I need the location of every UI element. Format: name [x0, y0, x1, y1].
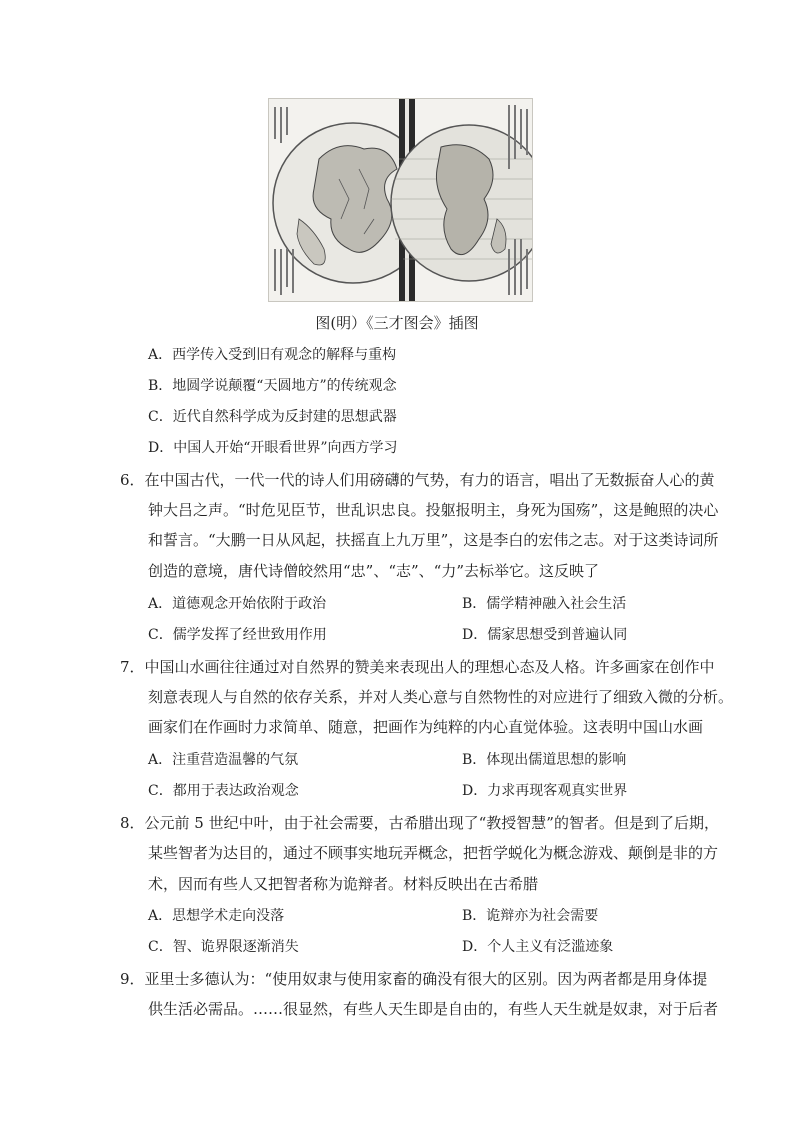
q8-stem-line: 术，因而有些人又把智者称为诡辩者。材料反映出在古希腊: [148, 875, 539, 893]
q8-option-d: D．个人主义有泛滥迹象: [462, 939, 614, 955]
q6-stem-line: 和誓言。“大鹏一日从风起，扶摇直上九万里”，这是李白的宏伟之志。对于这类诗词所: [148, 531, 719, 549]
q6-option-a: A．道德观念开始依附于政治: [148, 596, 327, 612]
figure-caption: 图(明）《三才图会》插图: [315, 314, 479, 332]
q8-stem-line: 某些智者为达目的，通过不顾事实地玩弄概念，把哲学蜕化为概念游戏、颠倒是非的方: [148, 844, 719, 862]
q8-stem-line: 8．公元前 5 世纪中叶，由于社会需要，古希腊出现了“教授智慧”的智者。但是到了后期，: [120, 814, 719, 832]
q7-option-d: D．力求再现客观真实世界: [462, 783, 628, 799]
q8-option-b: B．诡辩亦为社会需要: [462, 908, 599, 924]
q7-stem-line: 7．中国山水画往往通过对自然界的赞美来表现出人的理想心态及人格。许多画家在创作中: [120, 658, 715, 676]
q7-option-a: A．注重营造温馨的气氛: [148, 752, 299, 768]
q8-option-c: C．智、诡界限逐渐消失: [148, 939, 299, 955]
q5-option-b: B．地圆学说颠覆“天圆地方”的传统观念: [148, 378, 397, 394]
q5-option-c: C．近代自然科学成为反封建的思想武器: [148, 409, 397, 425]
q6-stem-line: 创造的意境，唐代诗僧皎然用“忠”、“志”、“力”去标举它。这反映了: [148, 562, 600, 580]
q6-option-c: C．儒学发挥了经世致用作用: [148, 627, 327, 643]
q6-stem-line: 钟大吕之声。“时危见臣节，世乱识忠良。投躯报明主，身死为国殇”，这是鲍照的决心: [148, 501, 719, 519]
q6-option-b: B．儒学精神融入社会生活: [462, 596, 627, 612]
q5-option-a: A．西学传入受到旧有观念的解释与重构: [148, 347, 397, 363]
q6-option-d: D．儒家思想受到普遍认同: [462, 627, 628, 643]
q8-option-a: A．思想学术走向没落: [148, 908, 285, 924]
world-map-illustration: [268, 98, 533, 302]
q7-option-c: C．都用于表达政治观念: [148, 783, 299, 799]
map-drawing: [269, 99, 532, 301]
q9-stem-line: 供生活必需品。……很显然，有些人天生即是自由的，有些人天生就是奴隶，对于后者: [148, 1000, 719, 1018]
q5-option-d: D．中国人开始“开眼看世界”向西方学习: [148, 440, 398, 456]
q7-stem-line: 画家们在作画时力求简单、随意，把画作为纯粹的内心直觉体验。这表明中国山水画: [148, 718, 704, 736]
q6-stem-line: 6．在中国古代，一代一代的诗人们用磅礴的气势，有力的语言，唱出了无数振奋人心的黄: [120, 471, 715, 489]
q7-option-b: B．体现出儒道思想的影响: [462, 752, 627, 768]
q9-stem-line: 9．亚里士多德认为：“使用奴隶与使用家畜的确没有很大的区别。因为两者都是用身体提: [120, 970, 708, 988]
q7-stem-line: 刻意表现人与自然的依存关系，并对人类心意与自然物性的对应进行了细致入微的分析。: [148, 688, 734, 706]
